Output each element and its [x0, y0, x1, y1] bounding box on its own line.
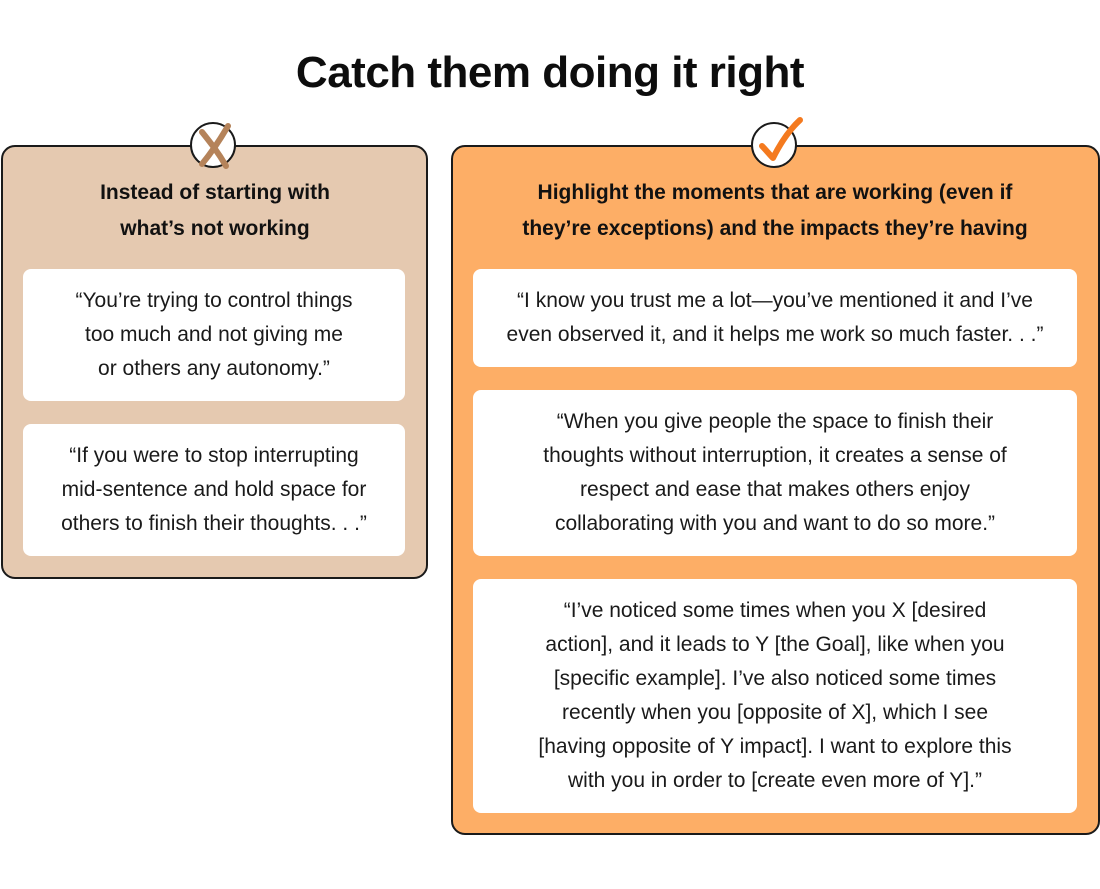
quote-card	[473, 390, 1077, 556]
do-heading: Highlight the moments that are working (even if they’re exceptions) and the impacts they’re having	[522, 181, 1028, 240]
quote-text: “If you were to stop interrupting mid-sentence and hold space for others to finish their thoughts. . .”	[61, 444, 367, 535]
quote-text: “I know you trust me a lot—you’ve mentioned it and I’ve even observed it, and it helps me work so much faster. . .”	[506, 289, 1044, 346]
quote-card	[473, 269, 1077, 367]
quote-text: “I’ve noticed some times when you X [desired action], and it leads to Y [the Goal], like when you [specific example]. I’ve also noticed some times recently when you [opposite of X], which I see [having opposite of Y impact]. I want to explore this with you in order to [create even more of Y].”	[538, 599, 1012, 792]
quote-card	[23, 269, 405, 401]
quote-text: “You’re trying to control things too much and not giving me or others any autonomy.”	[75, 289, 353, 380]
quote-card	[23, 424, 405, 556]
check-mark-icon	[749, 112, 803, 172]
quote-text: “When you give people the space to finish their thoughts without interruption, it creates a sense of respect and ease that makes others enjoy collaborating with you and want to do so more.”	[543, 410, 1007, 535]
check-mark-badge	[751, 122, 797, 168]
x-mark-badge	[190, 122, 236, 168]
x-mark-icon	[188, 112, 242, 172]
quote-card	[473, 579, 1077, 813]
page-title: Catch them doing it right	[295, 48, 805, 97]
dont-heading: Instead of starting with what’s not working	[100, 181, 330, 240]
